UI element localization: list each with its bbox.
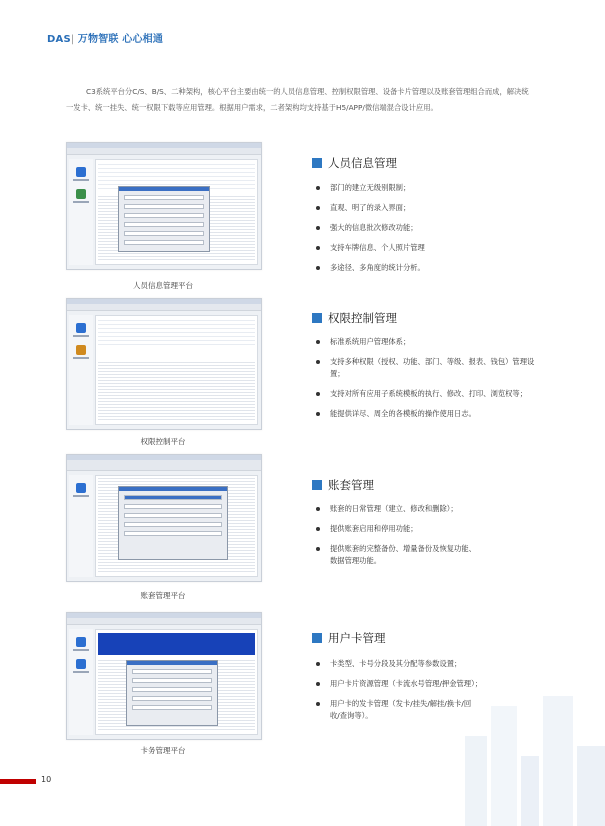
screenshot-card	[66, 612, 262, 740]
list-item: 提供账套的完整备份、增量备份及恢复功能、数据管理功能。	[316, 543, 480, 567]
bullets-personnel	[316, 182, 546, 282]
list-item: 卡类型、卡号分段及其分配等参数设置；	[316, 658, 516, 670]
list-item: 提供账套启用和停用功能；	[316, 523, 546, 535]
brand-logo: DAS	[47, 34, 71, 45]
intro-paragraph: C3系统平台分C/S、B/S、二种架构，核心平台主要由统一的人员信息管理、控制权限管理、设备卡片管理以及账套管理组合而成，解决统一发卡、统一挂失、统一权限下载等应用管理。根据用户需求，二者架构均支持基于H5/APP/微信端混合设计应用。	[66, 87, 529, 112]
screenshot-account	[66, 454, 262, 582]
square-icon	[312, 480, 322, 490]
caption-card: 卡务管理平台	[140, 746, 186, 755]
list-item: 支持对所有应用子系统模板的执行、修改、打印、浏览权等；	[316, 388, 546, 400]
decorative-buildings	[445, 676, 605, 826]
square-icon	[312, 313, 322, 323]
list-item: 用户卡片资源管理（卡流水号管理/押金管理）；	[316, 678, 516, 690]
section-title-permission: 权限控制管理	[312, 310, 397, 326]
page-number: 10	[41, 775, 52, 784]
list-item: 强大的信息批次修改功能；	[316, 222, 546, 234]
square-icon	[312, 158, 322, 168]
list-item: 部门的建立无级别限制；	[316, 182, 546, 194]
caption-account: 账套管理平台	[140, 591, 186, 600]
square-icon	[312, 633, 322, 643]
bullets-permission	[316, 336, 546, 428]
list-item: 用户卡的发卡管理（发卡/挂失/解挂/换卡/回收/查询等）。	[316, 698, 480, 722]
footer-accent-bar	[0, 779, 36, 784]
list-item: 标准系统用户管理体系；	[316, 336, 546, 348]
caption-permission: 权限控制平台	[140, 437, 186, 446]
section-title-personnel: 人员信息管理	[312, 155, 397, 171]
bullets-account	[316, 503, 546, 575]
brand-slogan: 万物智联 心心相通	[77, 34, 164, 45]
list-item: 账套的日常管理（建立、修改和删除）；	[316, 503, 546, 515]
section-title-card: 用户卡管理	[312, 630, 386, 646]
caption-personnel: 人员信息管理平台	[133, 281, 193, 290]
list-item: 多途径、多角度的统计分析。	[316, 262, 546, 274]
screenshot-personnel	[66, 142, 262, 270]
section-title-account: 账套管理	[312, 477, 374, 493]
list-item: 支持多种权限（授权、功能、部门、等级、报表、钱包）管理设置；	[316, 356, 546, 380]
list-item: 支持车牌信息、个人照片管理	[316, 242, 546, 254]
list-item: 直观、明了的录入界面；	[316, 202, 546, 214]
list-item: 能提供详尽、周全的各模板的操作使用日志。	[316, 408, 546, 420]
brand-header: DAS| 万物智联 心心相通	[47, 34, 164, 45]
screenshot-permission	[66, 298, 262, 430]
